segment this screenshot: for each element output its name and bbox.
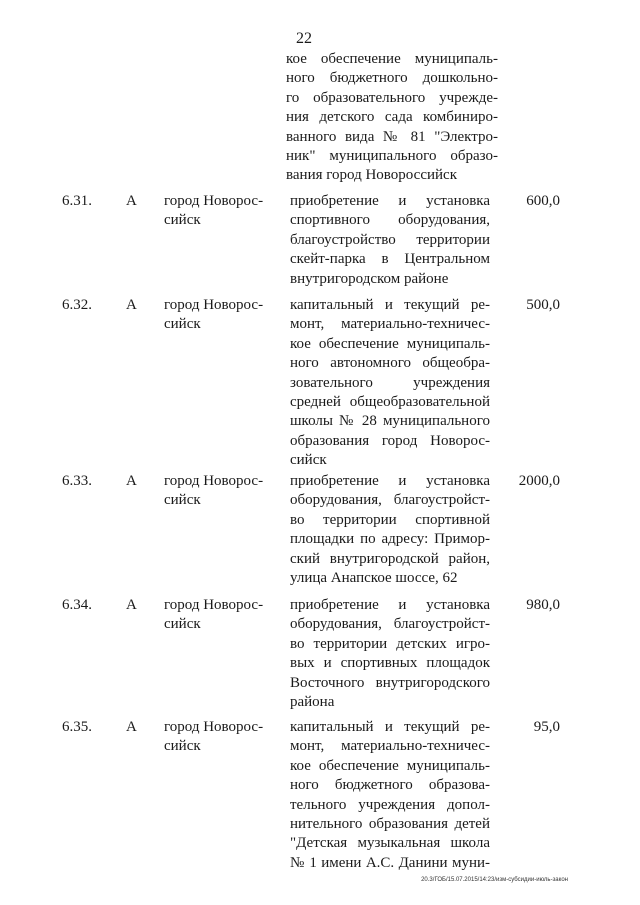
row-category: А bbox=[126, 719, 137, 735]
row-number: 6.32. bbox=[62, 297, 92, 313]
text-line: ного бюджетного дошкольно- bbox=[286, 70, 498, 87]
text-line: город Новорос- bbox=[164, 473, 264, 489]
text-line: спортивного оборудования, bbox=[290, 212, 490, 229]
text-line: ский внутригородской район, bbox=[290, 550, 490, 567]
text-line: приобретение и установка bbox=[290, 473, 490, 489]
text-line: внутригородском районе bbox=[290, 270, 449, 287]
row-place bbox=[164, 472, 274, 511]
text-line: сийск bbox=[164, 212, 201, 229]
text-line: ванного вида № 81 "Электро- bbox=[286, 128, 498, 145]
text-line: во территории спортивной bbox=[290, 511, 490, 528]
text-line: капитальный и текущий ре- bbox=[290, 719, 490, 735]
row-category: А bbox=[126, 193, 137, 209]
text-line: благоустройство территории bbox=[290, 231, 490, 248]
text-line: сийск bbox=[164, 492, 201, 509]
footer-file-stamp: 20.3/ГОБ/15.07.2015/14:23/изм-субсидии-июль-закон bbox=[421, 877, 568, 883]
text-line: вых и спортивных площадок bbox=[290, 655, 490, 672]
text-line: сийск bbox=[164, 316, 201, 333]
text-line: школы № 28 муниципального bbox=[290, 413, 490, 430]
text-line: ния детского сада комбиниро- bbox=[286, 109, 498, 126]
text-line: монт, материально-техничес- bbox=[290, 738, 490, 755]
text-line: сийск bbox=[290, 452, 327, 469]
text-line: приобретение и установка bbox=[290, 597, 490, 613]
text-line: скейт-парка в Центральном bbox=[290, 251, 490, 268]
row-amount: 980,0 bbox=[526, 597, 560, 613]
text-line: "Детская музыкальная школа bbox=[290, 835, 490, 852]
row-amount: 2000,0 bbox=[518, 473, 560, 489]
text-line: оборудования, благоустройст- bbox=[290, 492, 490, 509]
text-line: вания город Новороссийск bbox=[286, 167, 457, 184]
page-number: 22 bbox=[296, 30, 312, 47]
text-line: средней общеобразовательной bbox=[290, 394, 490, 411]
text-line: кое обеспечение муниципаль- bbox=[290, 757, 490, 774]
row-number: 6.31. bbox=[62, 193, 92, 209]
text-line: нительного образования детей bbox=[290, 816, 490, 833]
row-number: 6.35. bbox=[62, 719, 92, 735]
text-line: района bbox=[290, 694, 335, 711]
text-line: ник" муниципального образо- bbox=[286, 148, 498, 165]
text-line: образования город Новорос- bbox=[290, 432, 490, 449]
text-line: приобретение и установка bbox=[290, 193, 490, 209]
text-line: сийск bbox=[164, 616, 201, 633]
text-line: город Новорос- bbox=[164, 597, 264, 613]
text-line: тельного учреждения допол- bbox=[290, 796, 490, 813]
row-description bbox=[290, 718, 490, 873]
row-description bbox=[290, 596, 490, 712]
text-line: во территории детских игро- bbox=[290, 635, 490, 652]
row-amount: 600,0 bbox=[526, 193, 560, 209]
row-category: А bbox=[126, 597, 137, 613]
text-line: монт, материально-техничес- bbox=[290, 316, 490, 333]
text-line: площадки по адресу: Примор- bbox=[290, 531, 490, 548]
text-line: зовательного учреждения bbox=[290, 374, 490, 391]
text-line: ного бюджетного образова- bbox=[290, 777, 490, 794]
text-line: № 1 имени А.С. Данини муни- bbox=[290, 854, 490, 871]
row-description bbox=[290, 296, 490, 471]
text-line: Восточного внутригородского bbox=[290, 674, 490, 691]
text-line: город Новорос- bbox=[164, 193, 264, 209]
text-line: город Новорос- bbox=[164, 297, 264, 313]
text-line: сийск bbox=[164, 738, 201, 755]
row-place bbox=[164, 192, 274, 231]
text-line: кое обеспечение муниципаль- bbox=[290, 335, 490, 352]
row-place bbox=[164, 596, 274, 635]
row-description bbox=[290, 192, 490, 289]
row-amount: 95,0 bbox=[533, 719, 560, 735]
row-category: А bbox=[126, 297, 137, 313]
text-line: кое обеспечение муниципаль- bbox=[286, 51, 498, 67]
row-number: 6.33. bbox=[62, 473, 92, 489]
text-line: оборудования, благоустройст- bbox=[290, 616, 490, 633]
text-line: город Новорос- bbox=[164, 719, 264, 735]
row-description bbox=[290, 472, 490, 588]
row-place bbox=[164, 296, 274, 335]
text-line: улица Анапское шоссе, 62 bbox=[290, 570, 458, 587]
row-place bbox=[164, 718, 274, 757]
row-category: А bbox=[126, 473, 137, 489]
row-number: 6.34. bbox=[62, 597, 92, 613]
text-line: капитальный и текущий ре- bbox=[290, 297, 490, 313]
text-line: ного автономного общеобра- bbox=[290, 355, 490, 372]
continuation-text bbox=[286, 50, 498, 186]
text-line: го образовательного учрежде- bbox=[286, 89, 498, 106]
row-amount: 500,0 bbox=[526, 297, 560, 313]
